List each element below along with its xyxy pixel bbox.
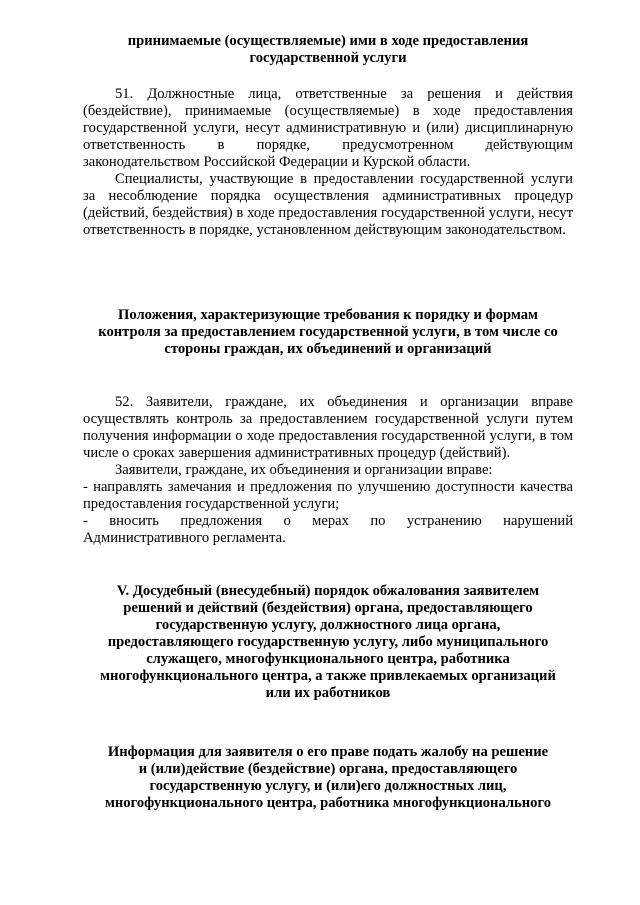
section-heading-info (83, 744, 573, 812)
section-heading-control (83, 307, 573, 358)
heading-line: многофункционального центра, а также привлекаемых организаций (100, 668, 556, 684)
heading-line: решений и действий (бездействия) органа, предоставляющего (123, 600, 533, 616)
heading-line: предоставляющего государственную услугу, либо муниципального (107, 634, 549, 650)
paragraph-51 (83, 86, 573, 239)
heading-line: государственную услугу, и (или)его должностных лиц, (149, 778, 507, 794)
paragraph-text: Заявители, граждане, их объединения и организации вправе: (115, 462, 493, 478)
paragraph-52 (83, 394, 573, 547)
heading-line: государственной услуги (249, 50, 407, 66)
paragraph-text: 52. Заявители, граждане, их объединения и организации вправе осуществлять контроль за предоставлением государственной услуги путем получения информации о ходе предоставления государственной услуги, в том числе о сроках завершения административных процедур (действий). (83, 394, 573, 461)
heading-line: Информация для заявителя о его праве подать жалобу на решение (107, 744, 549, 760)
list-item: - вносить предложения о мерах по устранению нарушений Административного регламента. (83, 513, 573, 546)
heading-line: или их работников (265, 685, 391, 701)
heading-line: принимаемые (осуществляемые) ими в ходе предоставления (127, 33, 529, 49)
heading-line: государственную услугу, должностного лица органа, (155, 617, 501, 633)
heading-line: служащего, многофункционального центра, работника (146, 651, 510, 667)
heading-line: и (или)действие (бездействие) органа, предоставляющего (138, 761, 518, 777)
heading-line: стороны граждан, их объединений и организаций (164, 341, 492, 357)
list-item: - направлять замечания и предложения по улучшению доступности качества предоставления государственной услуги; (83, 479, 573, 512)
section-heading-top (83, 33, 573, 67)
paragraph-text: 51. Должностные лица, ответственные за решения и действия (бездействие), принимаемые (осуществляемые) в ходе предоставления государственной услуги, несут административную и (или) дисциплинарную ответственность в порядке, предусмотренном действующим законодательством Российской Федерации и Курской области. (83, 86, 573, 170)
heading-line: контроля за предоставлением государственной услуги, в том числе со (98, 324, 558, 340)
heading-line: многофункционального центра, работника многофункционального (104, 795, 552, 811)
heading-line: V. Досудебный (внесудебный) порядок обжалования заявителем (116, 583, 540, 599)
heading-line: Положения, характеризующие требования к порядку и формам (118, 307, 538, 323)
section-heading-v (83, 583, 573, 702)
paragraph-text: Специалисты, участвующие в предоставлении государственной услуги за несоблюдение порядка осуществления административных процедур (действий, бездействия) в ходе предоставления государственной услуги, несут ответственность в порядке, установленном действующим законодательством. (83, 171, 573, 238)
